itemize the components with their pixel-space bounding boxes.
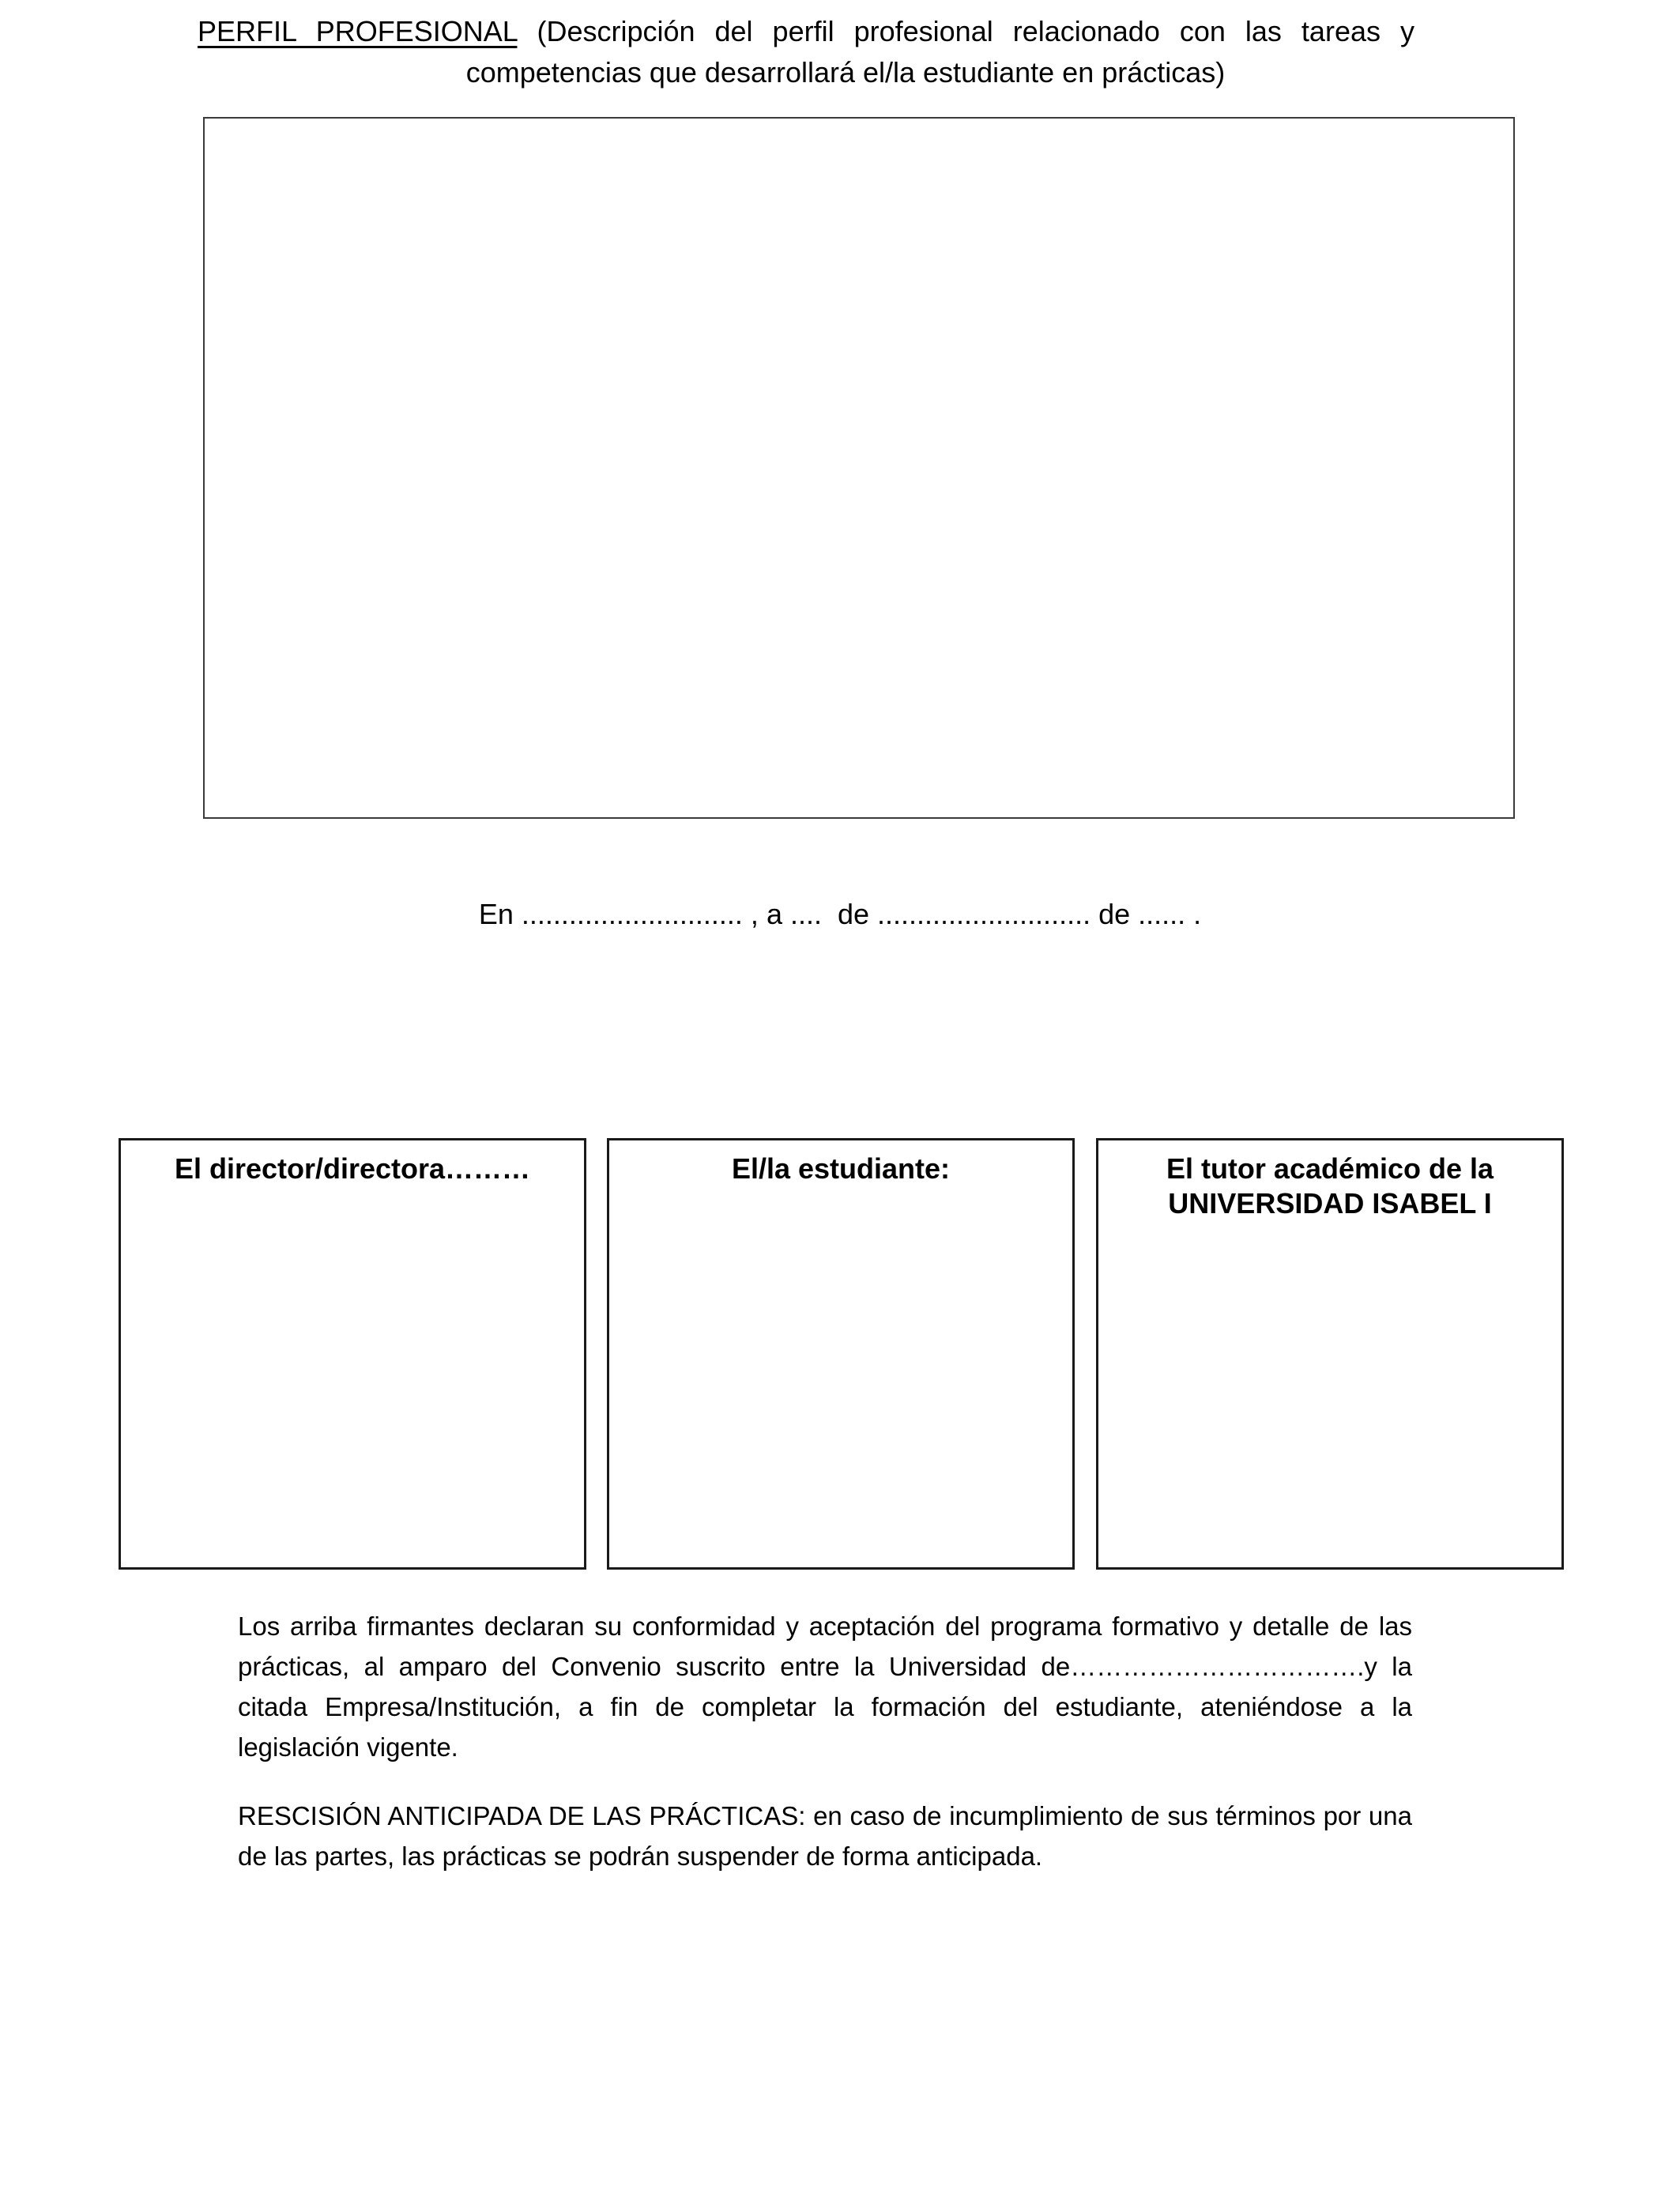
conformity-paragraph: Los arriba firmantes declaran su conformidad y aceptación del programa formativo y detalle de las prácticas, al amparo del Convenio suscrito entre la Universidad de…………………………….y la citada Empresa/Institución, a fin de completar la formación del estudiante, ateniéndose a la legislación vigente.	[238, 1612, 1412, 1762]
signature-box-student[interactable]	[607, 1138, 1075, 1570]
profile-description-box[interactable]	[203, 117, 1515, 819]
signature-title-director: El director/directora………	[174, 1152, 531, 1185]
header-description-1: (Descripción del perfil profesional relacionado con las tareas y	[537, 15, 1414, 47]
header-description-2: competencias que desarrollará el/la estudiante en prácticas)	[465, 56, 1226, 89]
rescission-paragraph: RESCISIÓN ANTICIPADA DE LAS PRÁCTICAS: en caso de incumplimiento de sus términos por una de las partes, las prácticas se podrán suspender de forma anticipada.	[238, 1801, 1412, 1871]
place-date-line: En ............................ , a .... de ........................... de ...... .	[478, 898, 1202, 930]
signature-title-tutor-line2: UNIVERSIDAD ISABEL I	[1168, 1187, 1492, 1220]
header-line-1	[198, 11, 1414, 52]
section-title: PERFIL PROFESIONAL	[198, 15, 518, 47]
signature-title-student: El/la estudiante:	[731, 1152, 951, 1185]
signature-box-tutor[interactable]	[1096, 1138, 1564, 1570]
signature-title-tutor-line1: El tutor académico de la	[1166, 1152, 1494, 1185]
profile-header	[198, 11, 1414, 93]
signature-box-director[interactable]	[119, 1138, 586, 1570]
